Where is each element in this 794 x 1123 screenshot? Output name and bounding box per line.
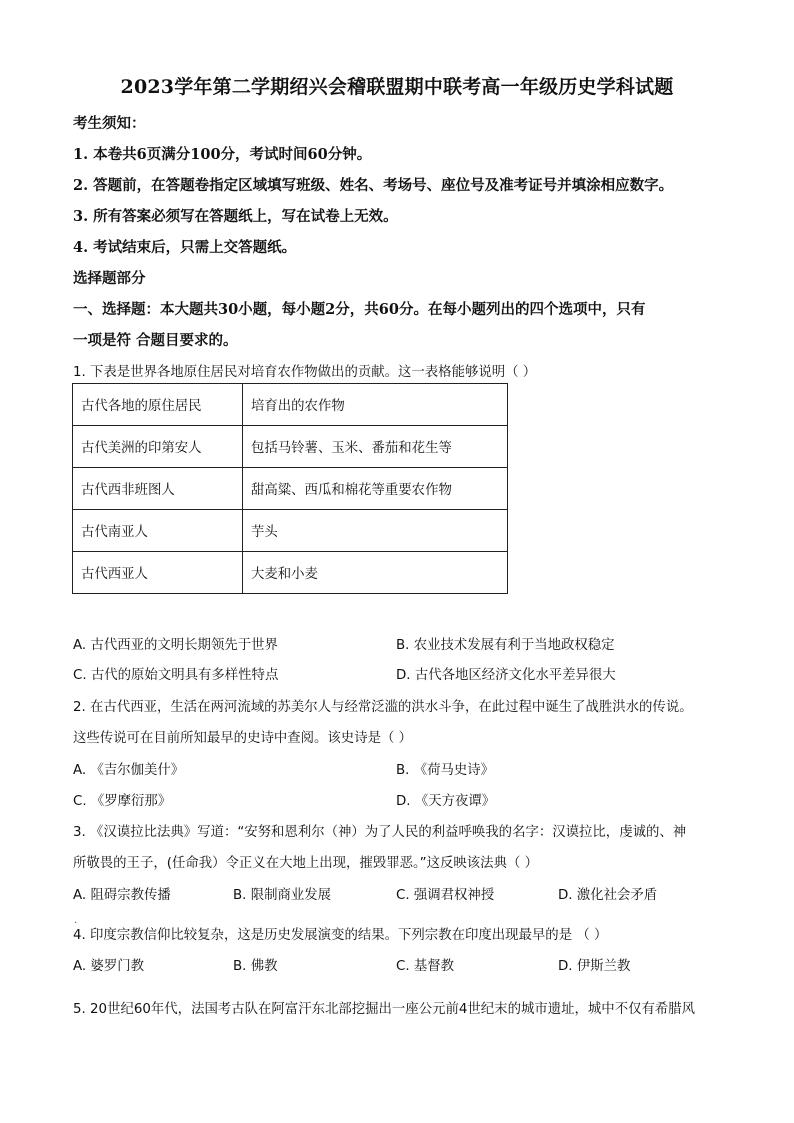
- table-cell: 古代西亚人: [73, 552, 243, 594]
- table-row: [73, 510, 508, 552]
- q2-option-c[interactable]: C. 《罗摩衍那》: [73, 794, 172, 809]
- table-header-row: [73, 384, 508, 426]
- table-row: [73, 468, 508, 510]
- stray-mark: .: [74, 915, 78, 926]
- table-row: [73, 426, 508, 468]
- question-4-stem: 4. 印度宗教信仰比较复杂，这是历史发展演变的结果。下列宗教在印度出现最早的是 （ ）: [73, 928, 608, 943]
- q4-option-a[interactable]: A. 婆罗门教: [73, 959, 144, 974]
- table-cell: 包括马铃薯、玉米、番茄和花生等: [243, 426, 508, 468]
- page-title: 2023学年第二学期绍兴会稽联盟期中联考高一年级历史学科试题: [120, 76, 674, 98]
- q4-option-c[interactable]: C. 基督教: [396, 959, 455, 974]
- question-3-stem-1: 3. 《汉谟拉比法典》写道：“安努和恩利尔（神）为了人民的利益呼唤我的名字：汉谟拉比，虔诚的、神: [73, 825, 687, 840]
- table-header-cell: 古代各地的原住居民: [73, 384, 243, 426]
- q3-option-d[interactable]: D. 激化社会矛盾: [558, 888, 658, 903]
- q3-option-b[interactable]: B. 限制商业发展: [233, 888, 332, 903]
- table-cell: 古代美洲的印第安人: [73, 426, 243, 468]
- notice-heading: 考生须知：: [73, 115, 146, 132]
- question-3-stem-2: 所敬畏的王子，(任命我）令正义在大地上出现，摧毁罪恶。”这反映该法典（ ）: [73, 856, 538, 871]
- notice-item-4: 4. 考试结束后，只需上交答题纸。: [73, 239, 297, 256]
- q2-option-d[interactable]: D. 《天方夜谭》: [396, 794, 496, 809]
- table-cell: 古代西非班图人: [73, 468, 243, 510]
- table-header-cell: 培育出的农作物: [243, 384, 508, 426]
- notice-item-3: 3. 所有答案必须写在答题纸上，写在试卷上无效。: [73, 208, 398, 225]
- question-5-stem: 5. 20世纪60年代，法国考古队在阿富汗东北部挖掘出一座公元前4世纪末的城市遗址，城中不仅有希腊风: [73, 1002, 696, 1017]
- question-1-stem: 1. 下表是世界各地原住居民对培育农作物做出的贡献。这一表格能够说明（ ）: [73, 365, 537, 380]
- section-instruction-2: 一项是符 合题目要求的。: [73, 332, 238, 349]
- q1-option-b[interactable]: B. 农业技术发展有利于当地政权稳定: [396, 638, 615, 653]
- question-2-stem-1: 2. 在古代西亚，生活在两河流域的苏美尔人与经常泛滥的洪水斗争，在此过程中诞生了战胜洪水的传说。: [73, 700, 693, 715]
- notice-item-1: 1. 本卷共6页满分100分，考试时间60分钟。: [73, 146, 372, 163]
- q2-option-a[interactable]: A. 《吉尔伽美什》: [73, 763, 185, 778]
- table-cell: 大麦和小麦: [243, 552, 508, 594]
- table-cell: 甜高粱、西瓜和棉花等重要农作物: [243, 468, 508, 510]
- q1-option-a[interactable]: A. 古代西亚的文明长期领先于世界: [73, 638, 278, 653]
- q1-option-c[interactable]: C. 古代的原始文明具有多样性特点: [73, 668, 279, 683]
- q4-option-d[interactable]: D. 伊斯兰教: [558, 959, 631, 974]
- q3-option-c[interactable]: C. 强调君权神授: [396, 888, 495, 903]
- table-cell: 古代南亚人: [73, 510, 243, 552]
- table-cell: 芋头: [243, 510, 508, 552]
- q4-option-b[interactable]: B. 佛教: [233, 959, 278, 974]
- q3-option-a[interactable]: A. 阻碍宗教传播: [73, 888, 171, 903]
- q2-option-b[interactable]: B. 《荷马史诗》: [396, 763, 495, 778]
- crop-table: [72, 383, 508, 594]
- notice-item-2: 2. 答题前，在答题卷指定区域填写班级、姓名、考场号、座位号及准考证号并填涂相应数字。: [73, 177, 674, 194]
- section-instruction-1: 一、选择题：本大题共30小题，每小题2分，共60分。在每小题列出的四个选项中，只有: [73, 301, 646, 318]
- q1-option-d[interactable]: D. 古代各地区经济文化水平差异很大: [396, 668, 616, 683]
- question-2-stem-2: 这些传说可在目前所知最早的史诗中查阅。该史诗是（ ）: [73, 731, 413, 746]
- section-label: 选择题部分: [73, 270, 146, 287]
- table-row: [73, 552, 508, 594]
